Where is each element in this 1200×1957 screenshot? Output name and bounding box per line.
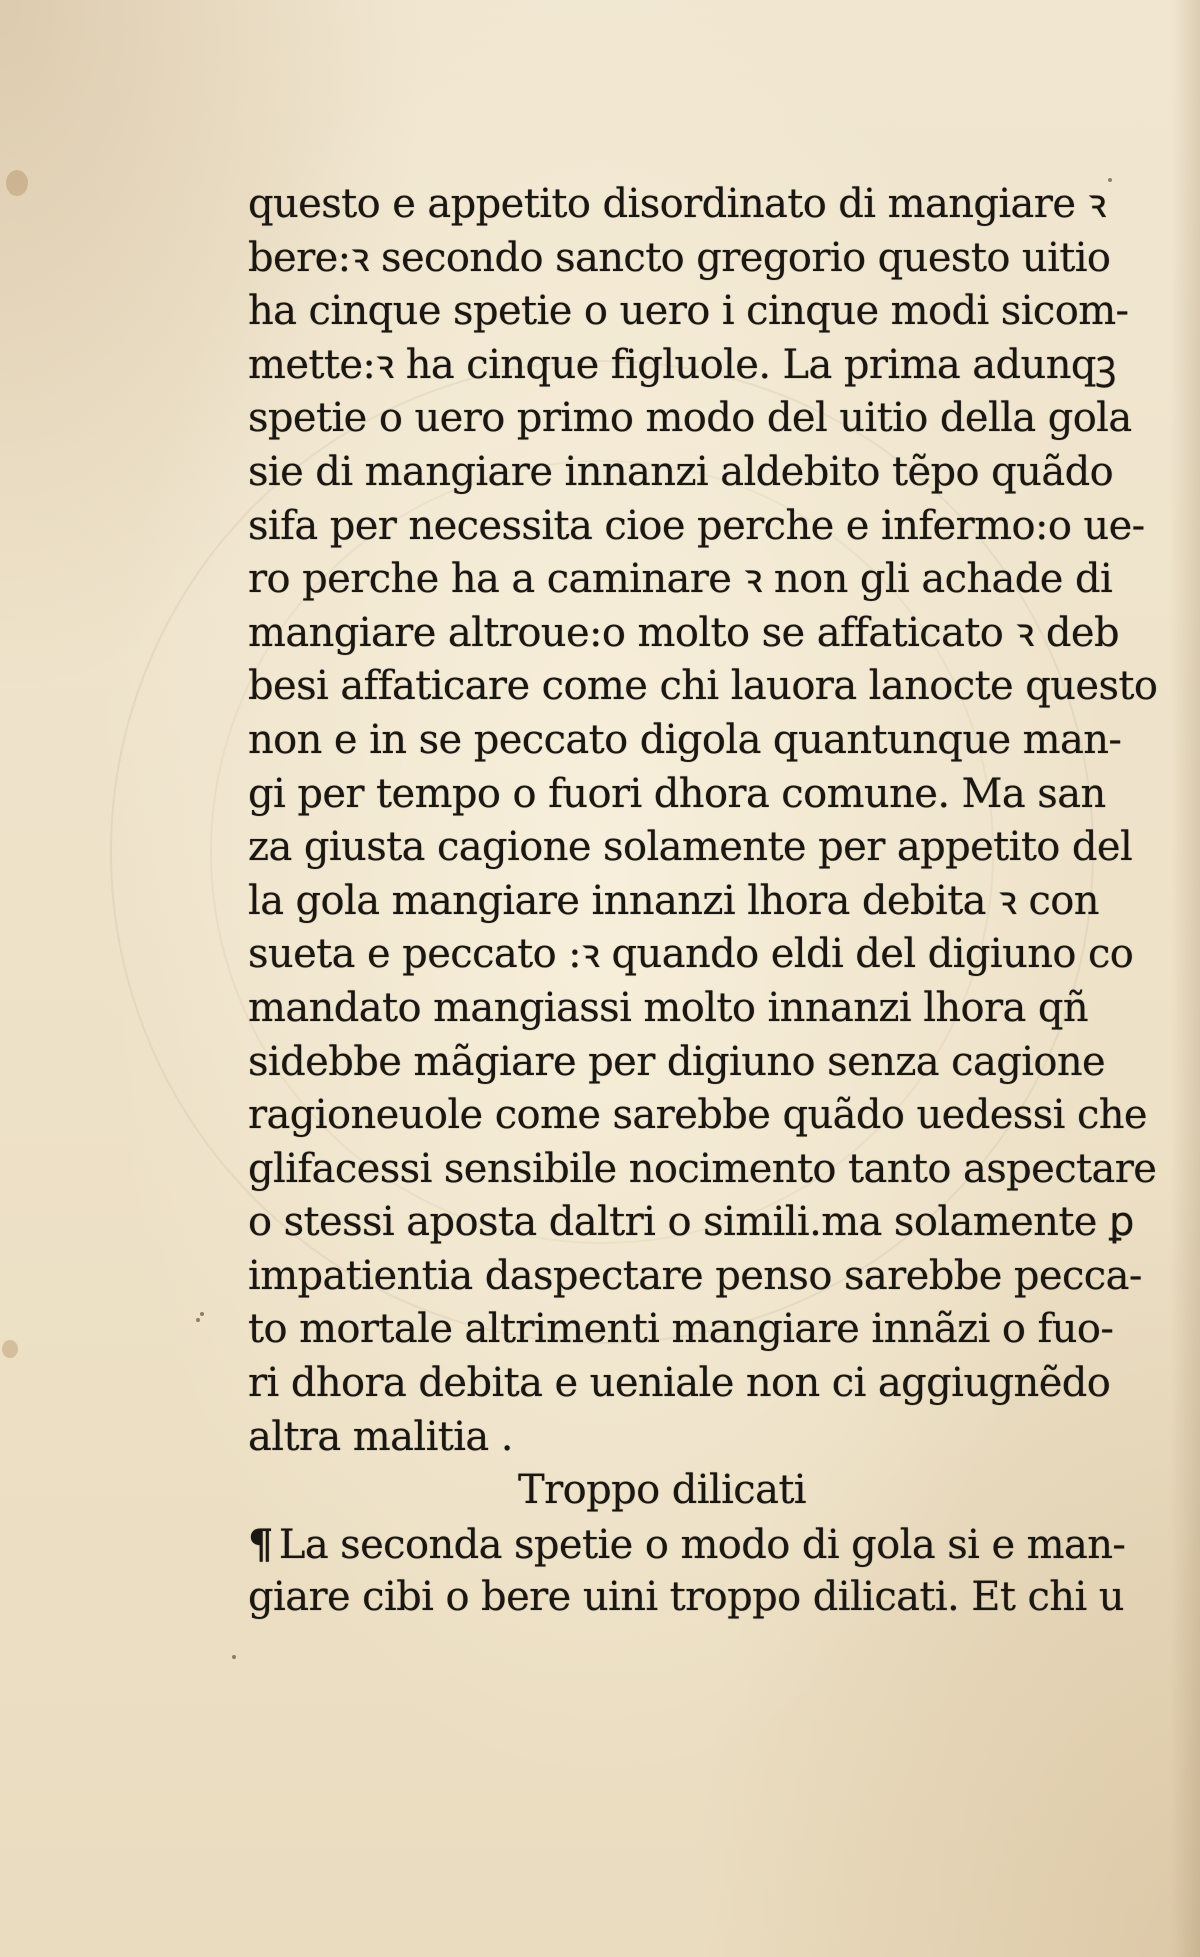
text-line: besi affaticare come chi lauora lanocte questo: [248, 663, 1158, 710]
text-line: altra malitia .: [248, 1413, 513, 1460]
text-column: [248, 178, 1158, 1625]
paper-speck: [200, 1312, 204, 1316]
paragraph-mark: ¶: [248, 1520, 273, 1568]
text-line: ragioneuole come sarebbe quãdo uedessi che: [248, 1092, 1147, 1139]
text-line: mette:ꝛ ha cinque figluole. La prima adunqꝫ: [248, 341, 1116, 388]
text-line: mangiare altroue:o molto se affaticato ꝛ deb: [248, 609, 1119, 656]
text-line: glifacessi sensibile nocimento tanto aspectare: [248, 1145, 1157, 1192]
text-line: o stessi aposta daltri o simili.ma solamente ꝑ: [248, 1199, 1134, 1246]
paper-speck: [1108, 178, 1112, 182]
text-line: impatientia daspectare penso sarebbe pecca-: [248, 1252, 1142, 1299]
text-line: mandato mangiassi molto innanzi lhora qñ: [248, 984, 1089, 1031]
text-line: non e in se peccato digola quantunque man-: [248, 716, 1122, 763]
text-line: gi per tempo o fuori dhora comune. Ma san: [248, 770, 1106, 817]
text-line: spetie o uero primo modo del uitio della gola: [248, 395, 1132, 442]
text-line: ri dhora debita e ueniale non ci aggiugnẽdo: [248, 1360, 1111, 1407]
text-line: giare cibi o bere uini troppo dilicati. Et chi u: [248, 1574, 1124, 1621]
text-line: sie di mangiare innanzi aldebito tẽpo quãdo: [248, 448, 1114, 495]
text-line: to mortale altrimenti mangiare innãzi o fuo-: [248, 1306, 1114, 1353]
paper-speck: [232, 1655, 236, 1659]
page-edge-shadow: [1170, 0, 1200, 1957]
text-line: questo e appetito disordinato di mangiare ꝛ: [248, 181, 1106, 227]
text-line: sidebbe mãgiare per digiuno senza cagione: [248, 1038, 1106, 1085]
paper-stain: [2, 1340, 18, 1358]
paper-speck: [196, 1318, 200, 1322]
text-line: [248, 1518, 1126, 1572]
paper-stain: [6, 170, 28, 196]
section-heading: Troppo dilicati: [518, 1467, 806, 1514]
text-line: ro perche ha a caminare ꝛ non gli achade di: [248, 556, 1113, 603]
text-line: sifa per necessita cioe perche e infermo:o ue-: [248, 502, 1145, 549]
text-line: ha cinque spetie o uero i cinque modi sicom-: [248, 288, 1129, 335]
text-line: za giusta cagione solamente per appetito del: [248, 824, 1133, 871]
text-line: bere:ꝛ secondo sancto gregorio questo uitio: [248, 234, 1111, 281]
text-line: sueta e peccato :ꝛ quando eldi del digiuno co: [248, 931, 1134, 978]
text-line-content: La seconda spetie o modo di gola si e man-: [278, 1521, 1126, 1568]
text-line: la gola mangiare innanzi lhora debita ꝛ con: [248, 877, 1099, 924]
